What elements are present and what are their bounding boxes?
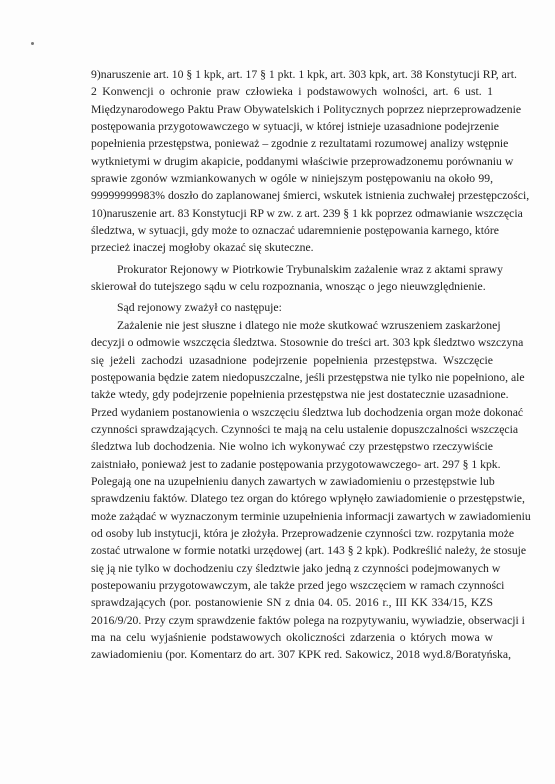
- text-line: 9)naruszenie art. 10 § 1 kpk, art. 17 § 1 pkt. 1 kpk, art. 303 kpk, art. 38 Konstytucji RP, art.: [91, 68, 517, 81]
- text-line: Międzynarodowego Paktu Praw Obywatelskich i Politycznych poprzez nieprzeprowadzenie: [91, 102, 522, 116]
- text-line: śledztwa lub dochodzenia. Nie wolno ich wykonywać czy przestępstwo rzeczywiście: [91, 440, 493, 454]
- text-line: postepowaniu przygotowawczym, ale także przed jego wszczęciem w ramach czynności: [91, 578, 505, 592]
- text-line: od osoby lub instytucji, która je złożyła. Przeprowadzenie czynności tzw. rozpytania może: [91, 526, 515, 540]
- text-line: Zażalenie nie jest słuszne i dlatego nie może skutkować wzruszeniem zaskarżonej: [117, 318, 501, 332]
- text-line: także wtedy, gdy podejrzenie popełnienia przestępstwa nie jest dostatecznie uzasadnione.: [91, 388, 509, 402]
- text-line: postępowania przygotowawczego w sytuacji, w której istnieje uzasadnione podejrzenie: [91, 120, 499, 134]
- document-body: [91, 66, 531, 664]
- text-line: się ją nie tylko w dochodzeniu czy śledztwie jako jedną z czynności podejmowanych w: [91, 561, 501, 575]
- text-line: Prokurator Rejonowy w Piotrkowie Trybunalskim zażalenie wraz z aktami sprawy: [117, 262, 503, 276]
- text-line: 99999999983% doszło do zaplanowanej śmierci, wskutek istnienia zuchwałej przestępczości,: [91, 189, 530, 203]
- text-line: się jeżeli zachodzi uzasadnione podejrzenie popełnienia przestępstwa. Wszczęcie: [91, 353, 493, 367]
- text-line: czynności sprawdzających. Czynności te mają na celu ustalenie dopuszczalności wszczęcia: [91, 422, 519, 436]
- text-line: Przed wydaniem postanowienia o wszczęciu śledztwa lub dochodzenia organ może dokonać: [91, 405, 524, 419]
- text-line: 2 Konwencji o ochronie praw człowieka i podstawowych wolności, art. 6 ust. 1: [91, 85, 493, 99]
- text-line: 10)naruszenie art. 83 Konstytucji RP w zw. z art. 239 § 1 kk poprzez odmawianie wszczęcia: [91, 206, 523, 220]
- text-line: zawiadomieniu (por. Komentarz do art. 307 KPK red. Sakowicz, 2018 wyd.8/Boratyńska,: [91, 648, 512, 662]
- scan-speck: [31, 42, 34, 45]
- text-line: zaistniało, ponieważ jest to zadanie postępowania przygotowawczego- art. 297 § 1 kpk.: [91, 457, 501, 471]
- text-line: śledztwa, w sytuacji, gdy może to oznaczać udaremnienie postępowania karnego, które: [91, 224, 499, 238]
- text-line: decyzji o odmowie wszczęcia śledztwa. Stosownie do treści art. 303 kpk śledztwo wszczyna: [91, 336, 524, 350]
- text-line: wytknietymi w drugim akapicie, poddanymi właściwie przeprowadzonemu porównaniu w: [91, 154, 514, 168]
- text-line: sprawie zgonów wzmiankowanych w ogóle w niniejszym postępowaniu na około 99,: [91, 172, 493, 186]
- text-line: sprawdzeniu faktów. Dlatego tez organ do którego wpłynęło zawiadomienie o przestępstwie,: [91, 492, 525, 506]
- text-line: postępowania będzie zatem niedopuszczalne, jeśli przestępstwa nie tylko nie popełniono, ale: [91, 370, 525, 384]
- text-line: sprawdzających (por. postanowienie SN z dnia 04. 05. 2016 r., III KK 334/15, KZS: [91, 596, 493, 610]
- text-line: skierował do tutejszego sądu w celu rozpoznania, wnosząc o jego nieuwzględnienie.: [91, 280, 486, 294]
- text-line: zostać utrwalone w formie notatki urzędowej (art. 143 § 2 kpk). Podkreślić należy, że stosuje: [91, 544, 527, 558]
- text-line: może zażądać w wyznaczonym terminie uzupełnienia informacji zawartych w zawiadomieniu: [91, 509, 531, 523]
- text-line: popełnienia przestępstwa, ponieważ – zgodnie z rezultatami rozumowej analizy wstępnie: [91, 137, 509, 151]
- text-line: ma na celu wyjaśnienie podstawowych okoliczności zdarzenia o których mowa w: [91, 631, 493, 644]
- text-line: 2016/9/20. Przy czym sprawdzenie faktów polega na rozpytywaniu, wywiadzie, obserwacji i: [91, 613, 525, 627]
- text-line: Polegają one na uzupełnieniu danych zawartych w zawiadomieniu o przestępstwie lub: [91, 474, 495, 488]
- text-line: przecież inaczej mogłoby okazać się skuteczne.: [91, 241, 314, 255]
- text-line: Sąd rejonowy zważył co następuje:: [117, 301, 282, 315]
